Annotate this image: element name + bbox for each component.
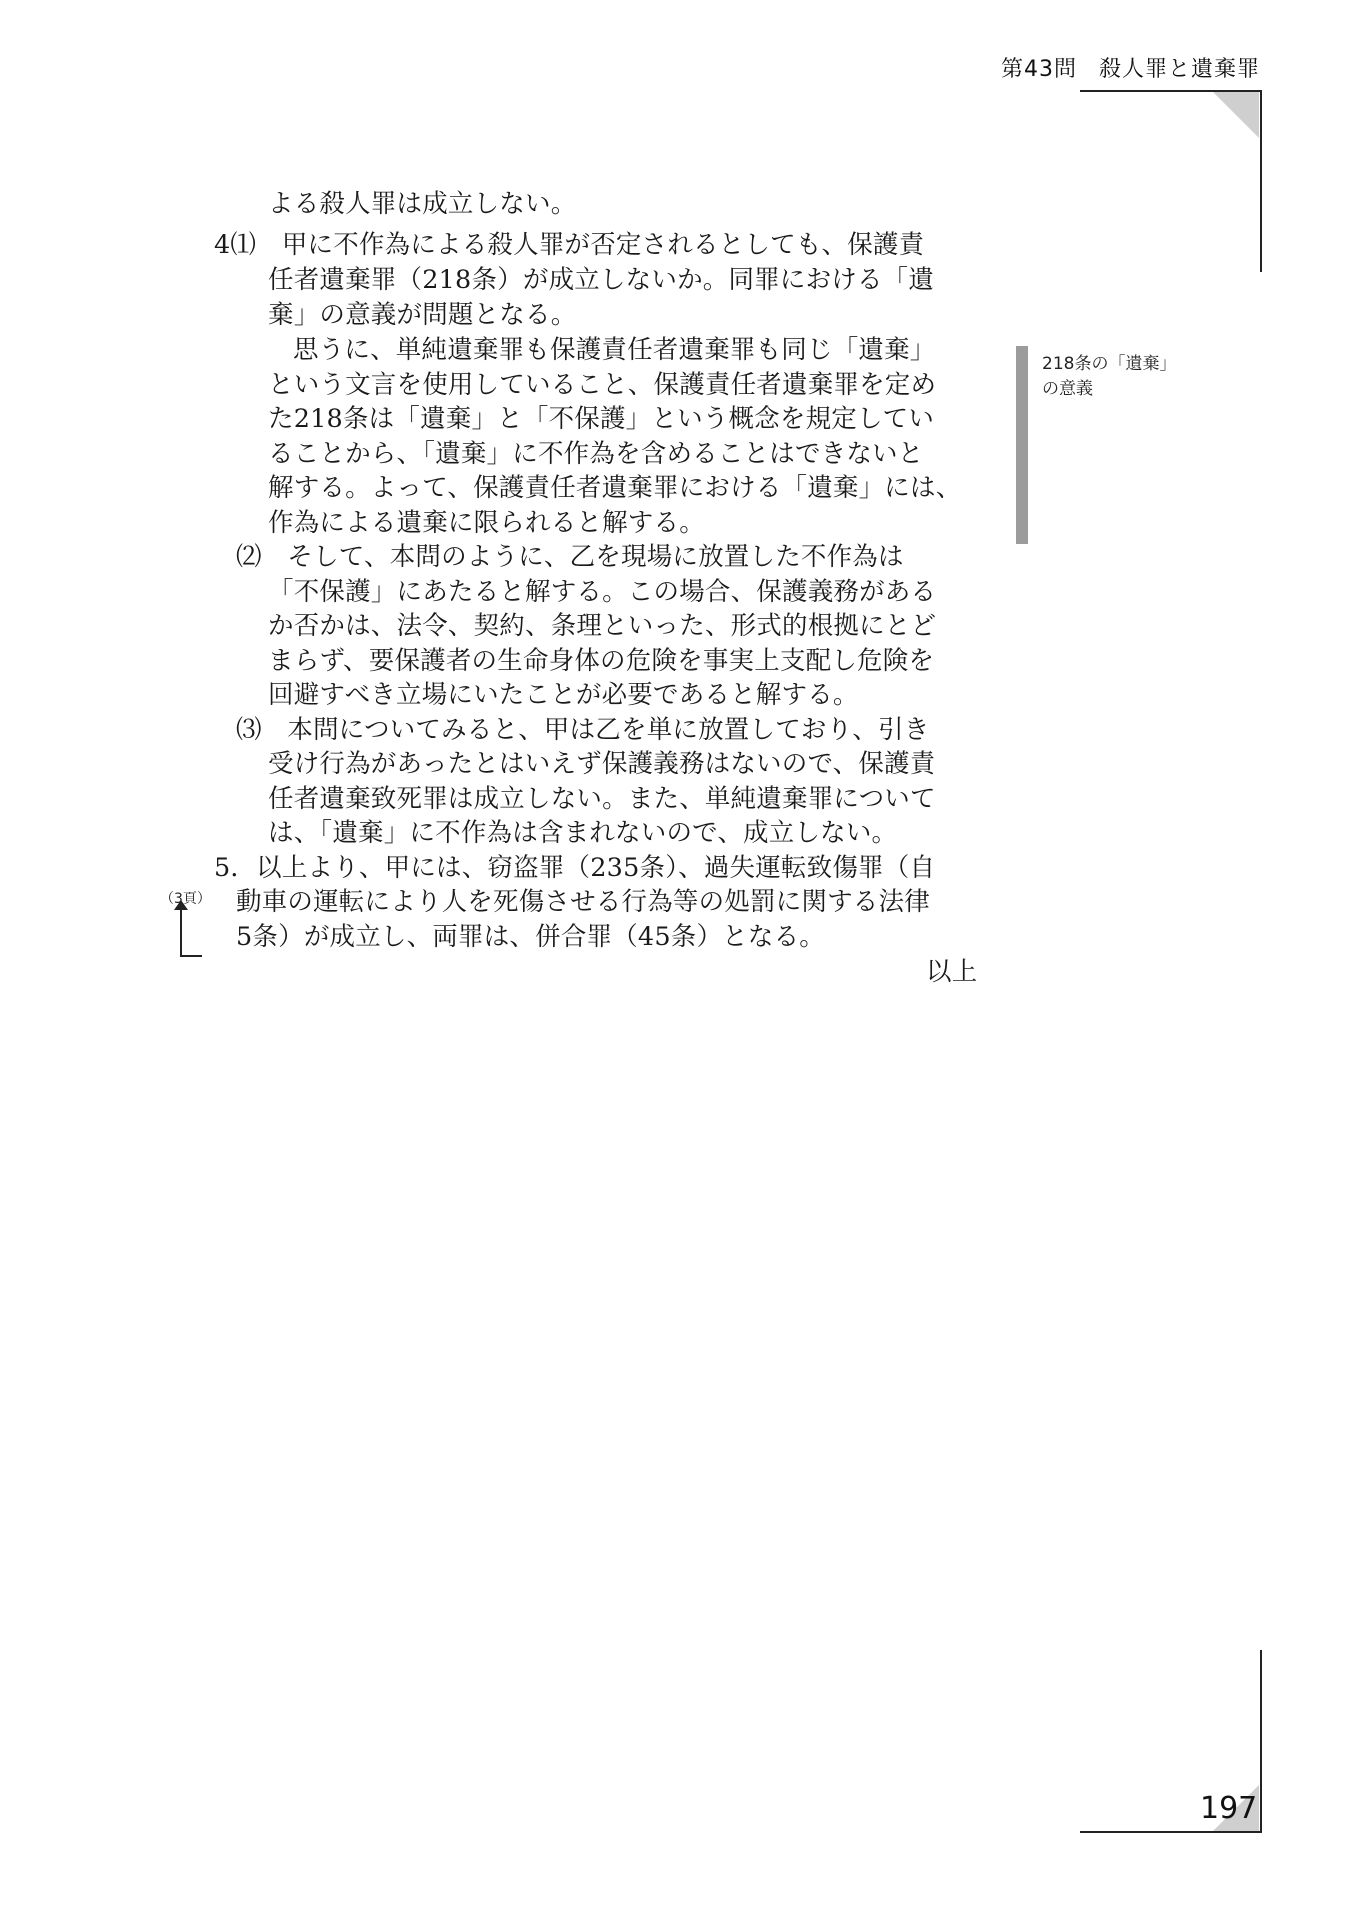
text-line: 受け行為があったとはいえず保護義務はないので、保護責 (268, 749, 936, 779)
text-line: 以上 (926, 957, 978, 987)
text-line: という文言を使用していること、保護責任者遺棄罪を定め (268, 370, 937, 400)
margin-note (1042, 352, 1222, 402)
text-line: か否かは、法令、契約、条理といった、形式的根拠にとど (268, 611, 937, 641)
running-header (1001, 52, 1260, 83)
page-number: 197 (1200, 1791, 1258, 1826)
text-line: は、「遺棄」に不作為は含まれないので、成立しない。 (268, 818, 898, 848)
text-line: ⑶ 本問についてみると、甲は乙を単に放置しており、引き (236, 715, 930, 745)
page-reference-bracket (180, 908, 182, 956)
text-line: 棄」の意義が問題となる。 (268, 300, 577, 330)
text-line: 任者遺棄罪（218条）が成立しないか。同罪における「遺 (268, 265, 935, 295)
corner-rule-bottom (1260, 1650, 1262, 1833)
margin-note-line: の意義 (1042, 379, 1093, 399)
text-line: ⑵ そして、本問のように、乙を現場に放置した不作為は (236, 542, 904, 572)
footer-rule (1080, 1831, 1262, 1833)
text-line: た218条は「遺棄」と「不保護」という概念を規定してい (268, 404, 935, 434)
text-line: 回避すべき立場にいたことが必要であると解する。 (268, 680, 859, 710)
text-line: 4⑴ 甲に不作為による殺人罪が否定されるとしても、保護責 (214, 230, 925, 260)
text-line: ることから、「遺棄」に不作為を含めることはできないと (268, 439, 924, 469)
corner-triangle-top (1213, 92, 1259, 138)
text-line: 動車の運転により人を死傷させる行為等の処罰に関する法律 (236, 887, 930, 917)
corner-rule-top (1260, 90, 1262, 272)
text-line: よる殺人罪は成立しない。 (268, 189, 577, 219)
text-line: まらず、要保護者の生命身体の危険を事実上支配し危険を (268, 646, 935, 676)
text-line: 思うに、単純遺棄罪も保護責任者遺棄罪も同じ「遺棄」 (293, 335, 936, 365)
chapter-label: 第43問 (1000, 57, 1077, 82)
text-line: 5条）が成立し、両罪は、併合罪（45条）となる。 (236, 922, 825, 952)
page-reference-bracket-foot (180, 955, 202, 957)
margin-note-bar (1016, 346, 1028, 544)
text-line: 5．以上より、甲には、窃盗罪（235条）、過失運転致傷罪（自 (214, 853, 936, 883)
text-line: 「不保護」にあたると解する。この場合、保護義務がある (268, 577, 937, 607)
margin-note-line: 218条の「遺棄」 (1042, 354, 1177, 374)
page-reference-label: （3頁） (160, 891, 211, 907)
chapter-title: 殺人罪と遺棄罪 (1098, 57, 1260, 82)
text-line: 解する。よって、保護責任者遺棄罪における「遺棄」には、 (268, 473, 962, 503)
text-line: 作為による遺棄に限られると解する。 (268, 508, 705, 538)
text-line: 任者遺棄致死罪は成立しない。また、単純遺棄罪について (268, 784, 936, 814)
